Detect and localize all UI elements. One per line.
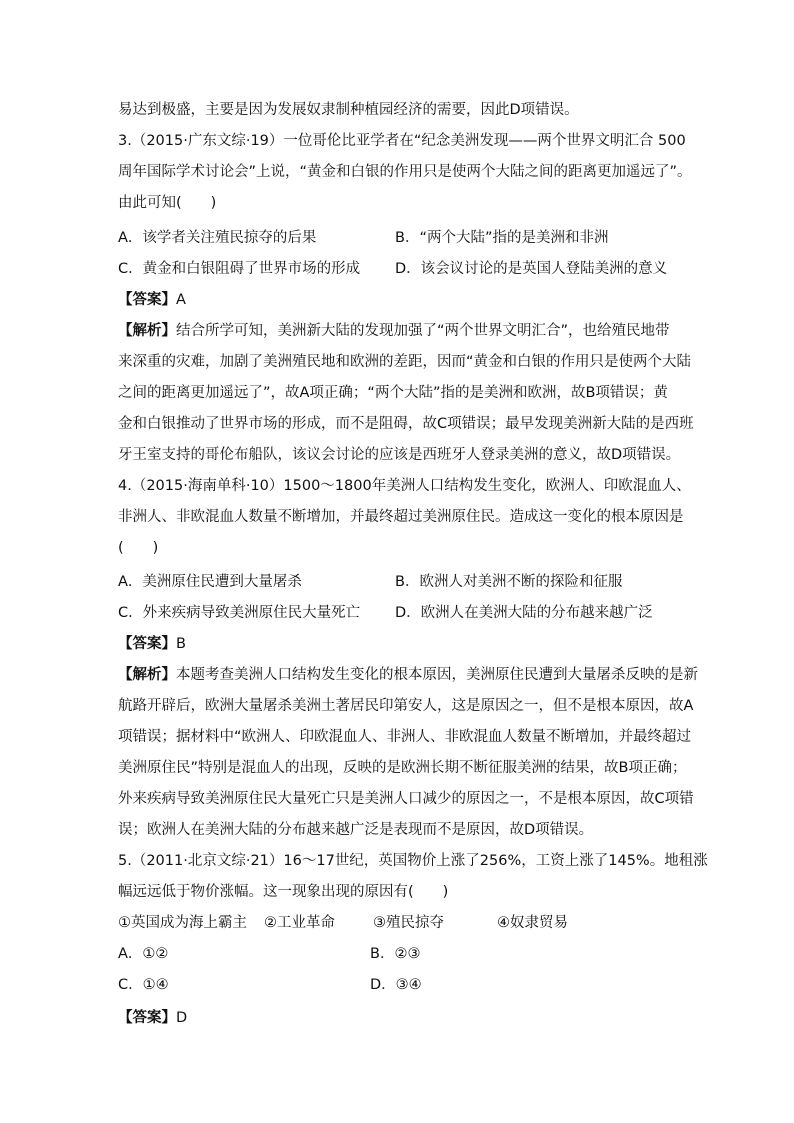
question-3-stem: 3.（2015·广东文综·19）一位哥伦比亚学者在“纪念美洲发现——两个世界文明汇合 500	[118, 133, 686, 149]
question-4-option-a: A．美洲原住民遭到大量屠杀	[118, 574, 302, 590]
question-3-stem: 由此可知( )	[118, 195, 217, 211]
question-5-item-1: ①英国成为海上霸主	[118, 915, 247, 931]
question-5-option-a: A．①②	[118, 946, 169, 962]
answer-value: A	[176, 292, 186, 308]
text-line: 易达到极盛，主要是因为发展奴隶制种植园经济的需要，因此D项错误。	[118, 102, 579, 118]
question-4-explanation: 美洲原住民”特别是混血人的出现，反映的是欧洲长期不断征服美洲的结果，故B项正确；	[118, 760, 687, 776]
explanation-label: 【解析】	[118, 323, 176, 339]
question-3-option-d: D．该会议讨论的是英国人登陆美洲的意义	[395, 261, 668, 277]
question-3-explanation: 金和白银推动了世界市场的形成，而不是阻碍，故C项错误；最早发现美洲新大陆的是西班	[118, 416, 694, 432]
question-4-explanation: 外来疾病导致美洲原住民大量死亡只是美洲人口减少的原因之一，不是根本原因，故C项错	[118, 791, 694, 807]
question-4-stem: ( )	[118, 540, 159, 556]
answer-label: 【答案】	[118, 1010, 176, 1026]
question-4-explanation	[118, 665, 698, 685]
question-3-explanation	[118, 321, 698, 341]
question-4-option-c: C．外来疾病导致美洲原住民大量死亡	[118, 605, 361, 621]
answer-value: B	[176, 636, 186, 652]
question-4-explanation: 误；欧洲人在美洲大陆的分布越来越广泛是表现而不是原因，故D项错误。	[118, 822, 594, 838]
question-4-explanation: 航路开辟后，欧洲大量屠杀美洲土著居民印第安人，这是原因之一，但不是根本原因，故A	[118, 698, 694, 714]
question-5-option-b: B．②③	[370, 946, 421, 962]
question-3-stem: 周年国际学术讨论会”上说，“黄金和白银的作用只是使两个大陆之间的距离更加遥远了”。	[118, 164, 692, 180]
answer-label: 【答案】	[118, 636, 176, 652]
question-5-item-3: ③殖民掠夺	[373, 915, 444, 931]
question-4-answer	[118, 634, 698, 654]
question-3-option-c: C．黄金和白银阻碍了世界市场的形成	[118, 261, 361, 277]
question-3-option-a: A．该学者关注殖民掠夺的后果	[118, 230, 317, 246]
question-5-item-2: ②工业革命	[264, 915, 335, 931]
question-3-explanation: 之间的距离更加遥远了”，故A项正确；“两个大陆”指的是美洲和欧洲，故B项错误；黄	[118, 385, 668, 401]
question-5-stem: 幅远远低于物价涨幅。这一现象出现的原因有( )	[118, 884, 449, 900]
answer-value: D	[176, 1010, 188, 1026]
question-5-item-4: ④奴隶贸易	[497, 915, 568, 931]
explanation-label: 【解析】	[118, 667, 176, 683]
question-3-explanation: 牙王室支持的哥伦布船队，该议会讨论的应该是西班牙人登录美洲的意义，故D项错误。	[118, 447, 681, 463]
explanation-text: 结合所学可知，美洲新大陆的发现加强了“两个世界文明汇合”，也给殖民地带	[176, 323, 670, 339]
question-4-option-b: B．欧洲人对美洲不断的探险和征服	[395, 574, 623, 590]
question-4-stem: 非洲人、非欧混血人数量不断增加，并最终超过美洲原住民。造成这一变化的根本原因是	[118, 509, 684, 525]
question-5-answer	[118, 1008, 698, 1028]
question-5-stem: 5.（2011·北京文综·21）16～17世纪，英国物价上涨了256%，工资上涨了145%。地租涨	[118, 853, 708, 869]
question-4-option-d: D．欧洲人在美洲大陆的分布越来越广泛	[395, 605, 653, 621]
question-4-explanation: 项错误；据材料中“欧洲人、印欧混血人、非洲人、非欧混血人数量不断增加，并最终超过	[118, 729, 692, 745]
question-3-option-b: B．“两个大陆”指的是美洲和非洲	[395, 230, 609, 246]
question-4-stem: 4.（2015·海南单科·10）1500～1800年美洲人口结构发生变化，欧洲人、印欧混血人、	[118, 478, 691, 494]
answer-label: 【答案】	[118, 292, 176, 308]
question-3-explanation: 来深重的灾难，加剧了美洲殖民地和欧洲的差距，因而“黄金和白银的作用只是使两个大陆	[118, 354, 692, 370]
question-5-option-c: C．①④	[118, 977, 169, 993]
question-3-answer	[118, 290, 698, 310]
question-5-option-d: D．③④	[370, 977, 422, 993]
explanation-text: 本题考查美洲人口结构发生变化的根本原因，美洲原住民遭到大量屠杀反映的是新	[176, 667, 698, 683]
